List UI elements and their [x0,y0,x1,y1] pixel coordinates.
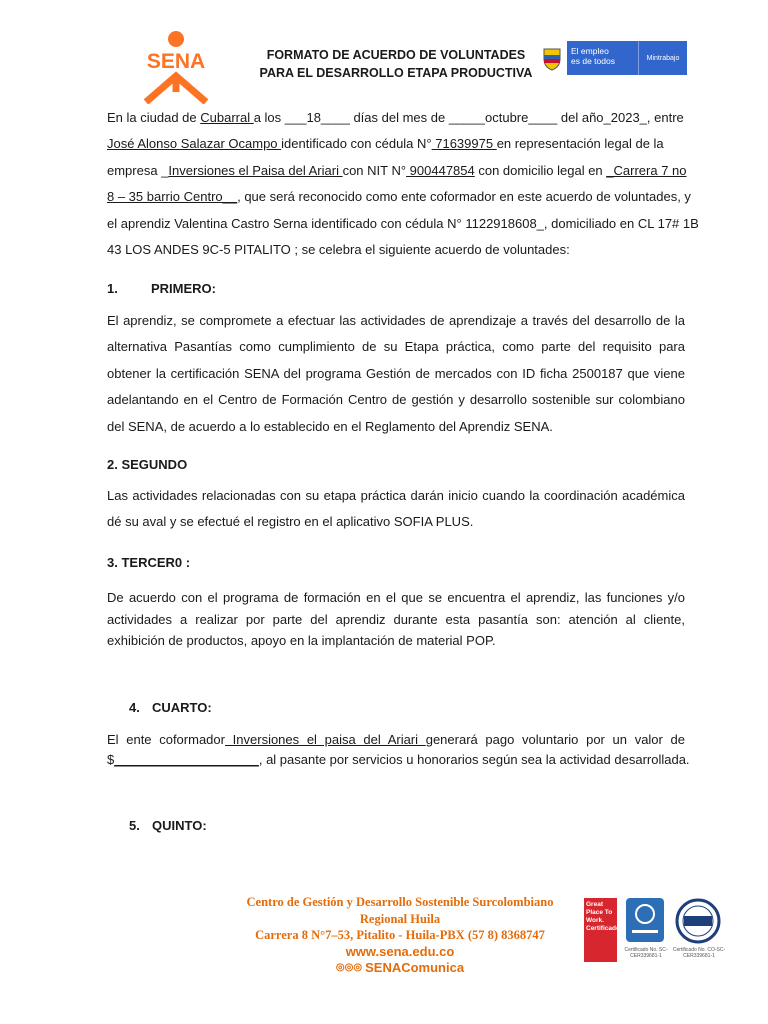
intro-text: en representación legal de la [496,136,664,151]
colombia-seal-icon [537,41,567,75]
gov-ministry: Mintrabajo [638,41,687,75]
representative-id-field: 71639975 [431,136,497,151]
footer-website: www.sena.edu.co [345,943,455,959]
intro-text: con domicilio legal en [474,163,607,178]
gov-slogan [567,41,638,75]
intro-text: En la ciudad de [107,110,201,125]
section-4-title: CUARTO: [152,700,212,715]
footer-social-handle: SENAComunica [365,960,465,975]
footer-center-name: Centro de Gestión y Desarrollo Sostenible Surcolombiano [246,895,554,909]
great-place-to-work-badge: Great Place To Work. Certificado [584,898,617,962]
address-field-cont: 8 – 35 barrio Centro__ [107,189,238,204]
intro-line-3 [107,158,685,184]
intro-text: , que será reconocido como ente coformador en este acuerdo de voluntades, y [237,189,691,204]
section-3-text: De acuerdo con el programa de formación en el que se encuentra el aprendiz, las funciones y/o actividades a realizar por parte del aprendiz durante esta pasantía son: atención al cliente, exhibición de productos, apoyo en la implantación de material POP. [107,590,685,648]
section-4-number: 4. [129,700,140,715]
footer-social [215,960,585,977]
document-title [246,46,546,82]
section-4-text: , al pasante por servicios u honorarios según sea la actividad desarrollada. [258,752,690,767]
company-name-field: Inversiones el Paisa del Ariari [168,163,343,178]
section-5-title: QUINTO: [152,818,207,833]
section-5-number: 5. [129,818,140,833]
section-3-title: 3. TERCER0 : [107,555,191,570]
section-4-line-2 [107,750,690,770]
footer-address: Carrera 8 N°7–53, Pitalito - Huila-PBX (57 8) 8368747 [255,928,545,942]
footer-regional: Regional Huila [359,911,441,926]
currency-symbol: $ [107,752,115,767]
intro-line-6: 43 LOS ANDES 9C-5 PITALITO ; se celebra el siguiente acuerdo de voluntades: [107,242,570,257]
section-4-text: El ente coformador [107,732,225,747]
intro-text: identificado con cédula N° [281,136,432,151]
title-line-1: FORMATO DE ACUERDO DE VOLUNTADES [266,48,526,62]
title-line-2: PARA EL DESARROLLO ETAPA PRODUCTIVA [259,66,533,80]
certificate-2: Certificado No. CO-SC-CER339681-1 [672,947,726,959]
city-field: Cubarral [200,110,254,125]
sena-logo [138,30,214,104]
gov-slogan-line-1: El empleo [571,46,609,56]
section-1-title: PRIMERO: [151,281,216,296]
intro-line-4 [107,184,691,210]
intro-line-1 [107,105,685,131]
coformer-name-field: Inversiones el paisa del Ariari [224,732,426,747]
certificate-1: Certificado No. SC-CER339681-1 [624,947,668,959]
gov-banner [537,41,687,75]
intro-line-2 [107,131,685,157]
section-4-line-1 [107,730,685,750]
representative-name-field: José Alonso Salazar Ocampo [107,136,282,151]
section-4-text: generará pago voluntario por un valor de [425,732,686,747]
date-text: a los ___18____ días del mes de _____octubre____ del año_2023_, entre [253,110,684,125]
nit-field: 900447854 [406,163,475,178]
sena-logo-text: SENA [146,50,206,73]
address-field: _Carrera 7 no [606,163,687,178]
icontec-certification-icon [626,898,664,942]
footer-contact [215,894,585,977]
iqnet-certification-icon [675,898,721,944]
section-1-number: 1. [107,281,118,296]
gov-slogan-line-2: es de todos [571,56,615,66]
intro-line-5: el aprendiz Valentina Castro Serna identificado con cédula N° 1122918608_, domiciliado en CL 17# 1B [107,216,699,231]
intro-text: empresa _ [107,163,169,178]
intro-text: con NIT N° [342,163,407,178]
section-2-text: Las actividades relacionadas con su etapa práctica darán inicio cuando la coordinación académica dé su aval y se efectué el registro en el aplicativo SOFIA PLUS. [107,488,685,530]
section-1-text: El aprendiz, se compromete a efectuar las actividades de aprendizaje a través del desarrollo de la alternativa Pasantías como cumplimiento de su Etapa práctica, como parte del requisito para obtener la certificación SENA del programa Gestión de mercados con ID ficha 2500187 que viene adelantando en el Centro de Formación Centro de gestión y desarrollo sostenible sur colombiano del SENA, de acuerdo a lo establecido en el Reglamento del Aprendiz SENA. [107,313,685,434]
social-icons: ◎◎◎ [335,962,363,973]
section-2-title: 2. SEGUNDO [107,457,188,472]
payment-amount-field: ____________________ [114,752,259,767]
